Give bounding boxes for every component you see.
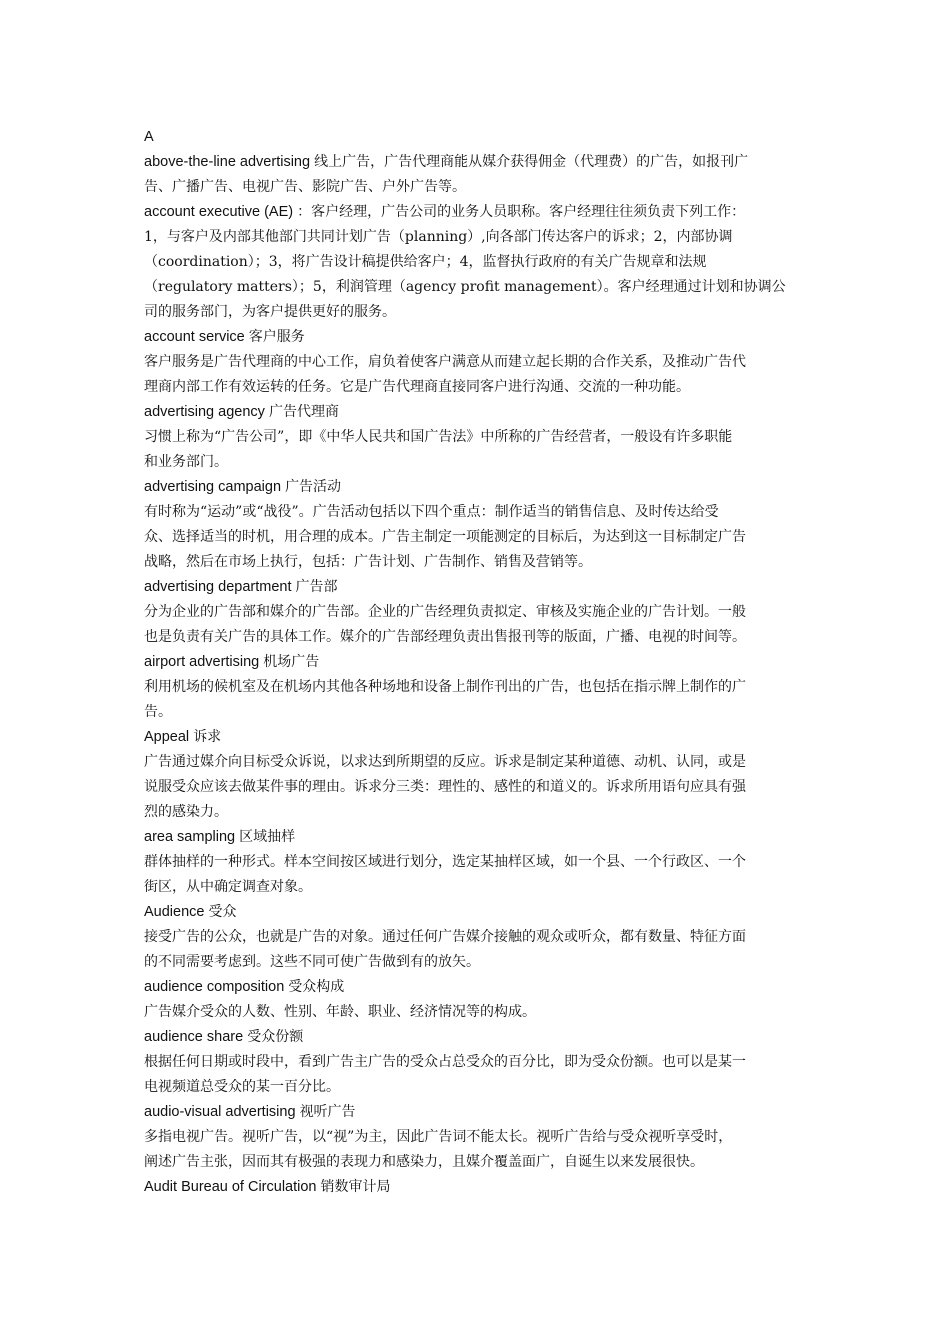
glossary-term (144, 400, 809, 425)
glossary-term (144, 1175, 809, 1200)
term-chinese: 诉求 (193, 729, 222, 745)
term-chinese: ：客户经理，广告公司的业务人员职称。客户经理往往须负责下列工作： (297, 204, 746, 220)
definition-line: 司的服务部门，为客户提供更好的服务。 (144, 304, 396, 320)
glossary-term (144, 650, 809, 675)
term-chinese: 客户服务 (248, 329, 305, 345)
definition-line: 有时称为“运动”或“战役”。广告活动包括以下四个重点：制作适当的销售信息、及时传达给受 (144, 504, 719, 520)
definition-line: 广告媒介受众的人数、性别、年龄、职业、经济情况等的构成。 (144, 1004, 536, 1020)
term-english: advertising agency (144, 404, 265, 420)
term-chinese: 区域抽样 (239, 829, 296, 845)
definition-line: 街区，从中确定调查对象。 (144, 879, 312, 895)
definition-line: 客户服务是广告代理商的中心工作，肩负着使客户满意从而建立起长期的合作关系，及推动广告代 (144, 354, 746, 370)
term-english: Audience (144, 904, 205, 920)
glossary-term (144, 325, 809, 350)
document-page (144, 125, 809, 1200)
term-chinese: 视听广告 (299, 1104, 356, 1120)
definition-line: （coordination）；3，将广告设计稿提供给客户；4，监督执行政府的有关广告规章和法规 (144, 254, 707, 270)
term-chinese: 受众构成 (288, 979, 345, 995)
term-chinese: 广告部 (295, 579, 338, 595)
definition-line: 众、选择适当的时机，用合理的成本。广告主制定一项能测定的目标后，为达到这一目标制定广告 (144, 529, 746, 545)
glossary-term (144, 825, 809, 850)
definition-line: 群体抽样的一种形式。样本空间按区域进行划分，选定某抽样区域，如一个县、一个行政区、一个 (144, 854, 746, 870)
term-chinese: 广告代理商 (268, 404, 339, 420)
term-english: advertising campaign (144, 479, 282, 495)
glossary-term (144, 1025, 809, 1050)
term-english: advertising department (144, 579, 292, 595)
definition-line: 1，与客户及内部其他部门共同计划广告（planning）,向各部门传达客户的诉求；2，内部协调 (144, 229, 733, 245)
term-english: account service (144, 329, 245, 345)
definition-line: 也是负责有关广告的具体工作。媒介的广告部经理负责出售报刊等的版面，广播、电视的时间等。 (144, 629, 746, 645)
definition-line: 接受广告的公众，也就是广告的对象。通过任何广告媒介接触的观众或听众，都有数量、特征方面 (144, 929, 746, 945)
term-english: above-the-line advertising (144, 154, 311, 170)
definition-line: 烈的感染力。 (144, 804, 228, 820)
section-letter: A (144, 129, 154, 145)
glossary-term (144, 1100, 809, 1125)
term-english: audience composition (144, 979, 285, 995)
definition-line: 说服受众应该去做某件事的理由。诉求分三类：理性的、感性的和道义的。诉求所用语句应具有强 (144, 779, 746, 795)
term-chinese: 线上广告，广告代理商能从媒介获得佣金（代理费）的广告，如报刊广 (314, 154, 749, 170)
definition-line: 电视频道总受众的某一百分比。 (144, 1079, 340, 1095)
term-chinese: 受众 (208, 904, 237, 920)
definition-line: 多指电视广告。视听广告，以“视”为主，因此广告词不能太长。视听广告给与受众视听享受时， (144, 1129, 733, 1145)
definition-line: 理商内部工作有效运转的任务。它是广告代理商直接同客户进行沟通、交流的一种功能。 (144, 379, 690, 395)
definition-line: 告。 (144, 704, 172, 720)
definition-line: 告、广播广告、电视广告、影院广告、户外广告等。 (144, 179, 466, 195)
glossary-term (144, 475, 809, 500)
definition-line: 广告通过媒介向目标受众诉说，以求达到所期望的反应。诉求是制定某种道德、动机、认同，或是 (144, 754, 746, 770)
term-english: audio-visual advertising (144, 1104, 296, 1120)
glossary-term (144, 900, 809, 925)
glossary-term (144, 575, 809, 600)
term-chinese: 受众份额 (247, 1029, 304, 1045)
definition-line: （regulatory matters）；5，利润管理（agency profit management）。客户经理通过计划和协调公 (144, 279, 786, 295)
glossary-term (144, 200, 809, 225)
term-chinese: 广告活动 (285, 479, 342, 495)
glossary-term (144, 725, 809, 750)
term-chinese: 机场广告 (263, 654, 320, 670)
definition-line: 和业务部门。 (144, 454, 228, 470)
definition-line: 阐述广告主张，因而其有极强的表现力和感染力，且媒介覆盖面广，自诞生以来发展很快。 (144, 1154, 704, 1170)
term-english: Appeal (144, 729, 190, 745)
term-english: audience share (144, 1029, 244, 1045)
definition-line: 习惯上称为“广告公司”，即《中华人民共和国广告法》中所称的广告经营者，一般设有许多职能 (144, 429, 733, 445)
glossary-term (144, 150, 809, 175)
definition-line: 利用机场的候机室及在机场内其他各种场地和设备上制作刊出的广告，也包括在指示牌上制作的广 (144, 679, 746, 695)
definition-line: 分为企业的广告部和媒介的广告部。企业的广告经理负责拟定、审核及实施企业的广告计划。一般 (144, 604, 746, 620)
definition-line: 根据任何日期或时段中，看到广告主广告的受众占总受众的百分比，即为受众份额。也可以是某一 (144, 1054, 746, 1070)
definition-line: 的不同需要考虑到。这些不同可使广告做到有的放矢。 (144, 954, 480, 970)
glossary-entries (144, 150, 809, 1200)
term-english: Audit Bureau of Circulation (144, 1179, 317, 1195)
term-english: airport advertising (144, 654, 260, 670)
glossary-term (144, 975, 809, 1000)
term-chinese: 销数审计局 (320, 1179, 391, 1195)
term-english: area sampling (144, 829, 236, 845)
term-english: account executive (AE) (144, 204, 294, 220)
definition-line: 战略，然后在市场上执行，包括：广告计划、广告制作、销售及营销等。 (144, 554, 592, 570)
